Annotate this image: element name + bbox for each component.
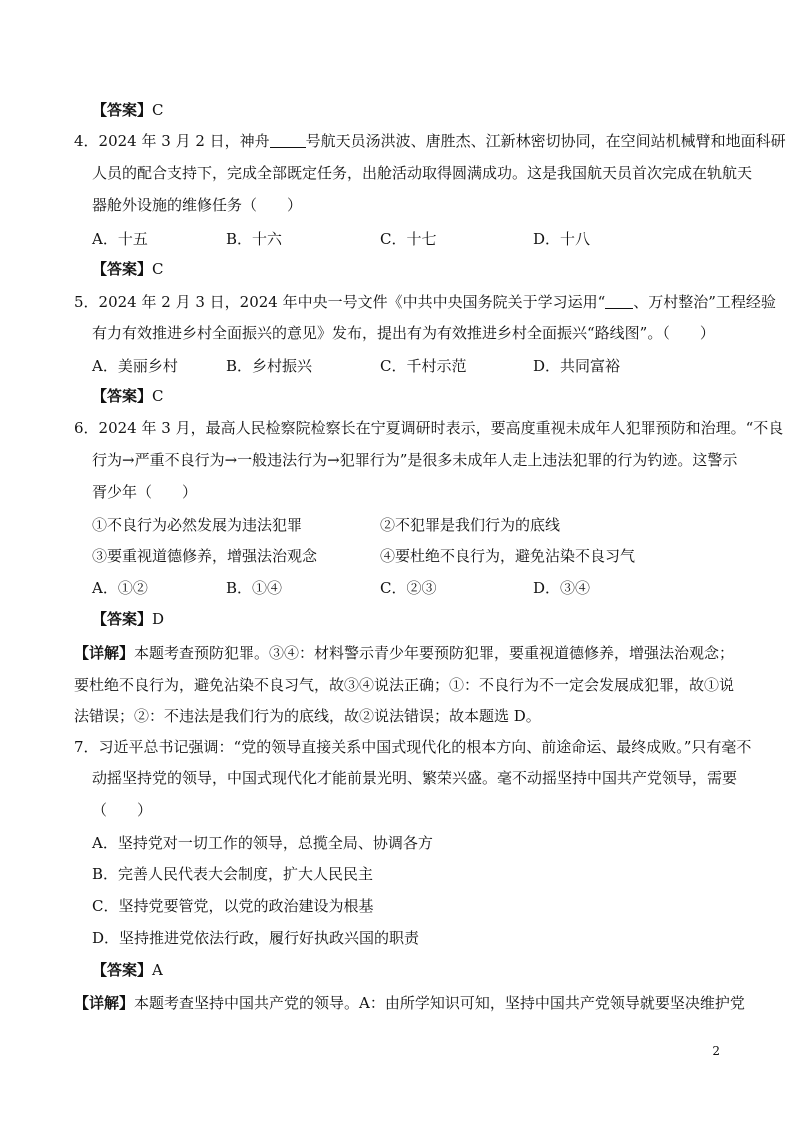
detail-line-1 [74,993,745,1013]
answer-line [92,960,163,980]
answer-line [92,609,164,629]
answer-value: C [152,101,164,119]
answer-value: D [152,610,165,628]
answer-value: C [152,387,164,405]
question-6-line-3: 胥少年（ ） [92,483,198,501]
option-c: C．坚持党要管党，以党的政治建设为根基 [92,897,374,915]
detail-text: 本题考查预防犯罪。③④：材料警示青少年要预防犯罪，要重视道德修养，增强法治观念； [134,644,735,662]
option-c: C．十七 [380,230,437,248]
option-a: A．十五 [92,230,148,248]
option-a: A．①② [92,579,148,597]
detail-line-3: 法错误；②：不违法是我们行为的底线，故②说法错误；故本题选 D。 [74,707,541,725]
fill-blank [270,133,306,148]
answer-value: A [152,961,163,979]
answer-label: 【答案】 [92,387,153,405]
option-d: D．③④ [533,579,591,597]
detail-label: 【详解】 [74,644,135,662]
question-7-line-3: （ ） [92,801,153,819]
question-text: 4．2024 年 3 月 2 日，神舟 [74,132,270,150]
answer-label: 【答案】 [92,101,153,119]
option-b: B．完善人民代表大会制度，扩大人民民主 [92,865,374,883]
option-a: A．美丽乡村 [92,357,178,375]
option-d: D．十八 [533,230,591,248]
answer-label: 【答案】 [92,961,153,979]
answer-value: C [152,260,164,278]
option-a: A．坚持党对一切工作的领导，总揽全局、协调各方 [92,834,433,852]
question-4-line-3: 器舱外设施的维修任务（ ） [92,196,303,214]
statement-2: ②不犯罪是我们行为的底线 [380,516,561,534]
question-text: 号航天员汤洪波、唐胜杰、江新林密切协同，在空间站机械臂和地面科研 [305,132,786,150]
question-7-line-2: 动摇坚持党的领导，中国式现代化才能前景光明、繁荣兴盛。毫不动摇坚持中国共产党领导，需要 [92,769,738,787]
question-5-line-2: 有力有效推进乡村全面振兴的意见》发布，提出有为有效推进乡村全面振兴“路线图”。（ ） [92,324,715,342]
answer-line [92,259,164,279]
option-b: B．十六 [226,230,283,248]
option-d: D．共同富裕 [533,357,621,375]
answer-label: 【答案】 [92,260,153,278]
statement-3: ③要重视道德修养，增强法治观念 [92,547,318,565]
fill-blank [605,294,633,309]
question-4-line-1 [74,131,786,151]
question-4-line-2: 人员的配合支持下，完成全部既定任务，出舱活动取得圆满成功。这是我国航天员首次完成在轨航天 [92,164,753,182]
answer-line [92,386,164,406]
question-7-line-1: 7．习近平总书记强调：“党的领导直接关系中国式现代化的根本方向、前途命运、最终成败。”只有毫不 [74,738,752,756]
option-c: C．千村示范 [380,357,467,375]
statement-1: ①不良行为必然发展为违法犯罪 [92,516,303,534]
question-5-line-1 [74,292,776,312]
detail-label: 【详解】 [74,994,135,1012]
detail-line-1 [74,643,734,663]
option-b: B．①④ [226,579,283,597]
option-b: B．乡村振兴 [226,357,313,375]
answer-label: 【答案】 [92,610,153,628]
question-6-line-1: 6．2024 年 3 月，最高人民检察院检察长在宁夏调研时表示，要高度重视未成年人犯罪预防和治理。“不良 [74,419,784,437]
question-6-line-2: 行为→严重不良行为→一般违法行为→犯罪行为”是很多未成年人走上违法犯罪的行为钓迹。这警示 [92,451,738,469]
option-d: D．坚持推进党依法行政，履行好执政兴国的职责 [92,929,420,947]
question-text: 5．2024 年 2 月 3 日，2024 年中央一号文件《中共中央国务院关于学习运用“ [74,293,606,311]
page-number: 2 [712,1044,720,1058]
statement-4: ④要杜绝不良行为，避免沾染不良习气 [380,547,636,565]
detail-line-2: 要杜绝不良行为，避免沾染不良习气，故③④说法正确；①：不良行为不一定会发展成犯罪，故①说 [74,676,735,694]
detail-text: 本题考查坚持中国共产党的领导。A：由所学知识可知，坚持中国共产党领导就要坚决维护党 [134,994,745,1012]
answer-line [92,100,164,120]
question-text: 、万村整治”工程经验 [633,293,776,311]
option-c: C．②③ [380,579,437,597]
